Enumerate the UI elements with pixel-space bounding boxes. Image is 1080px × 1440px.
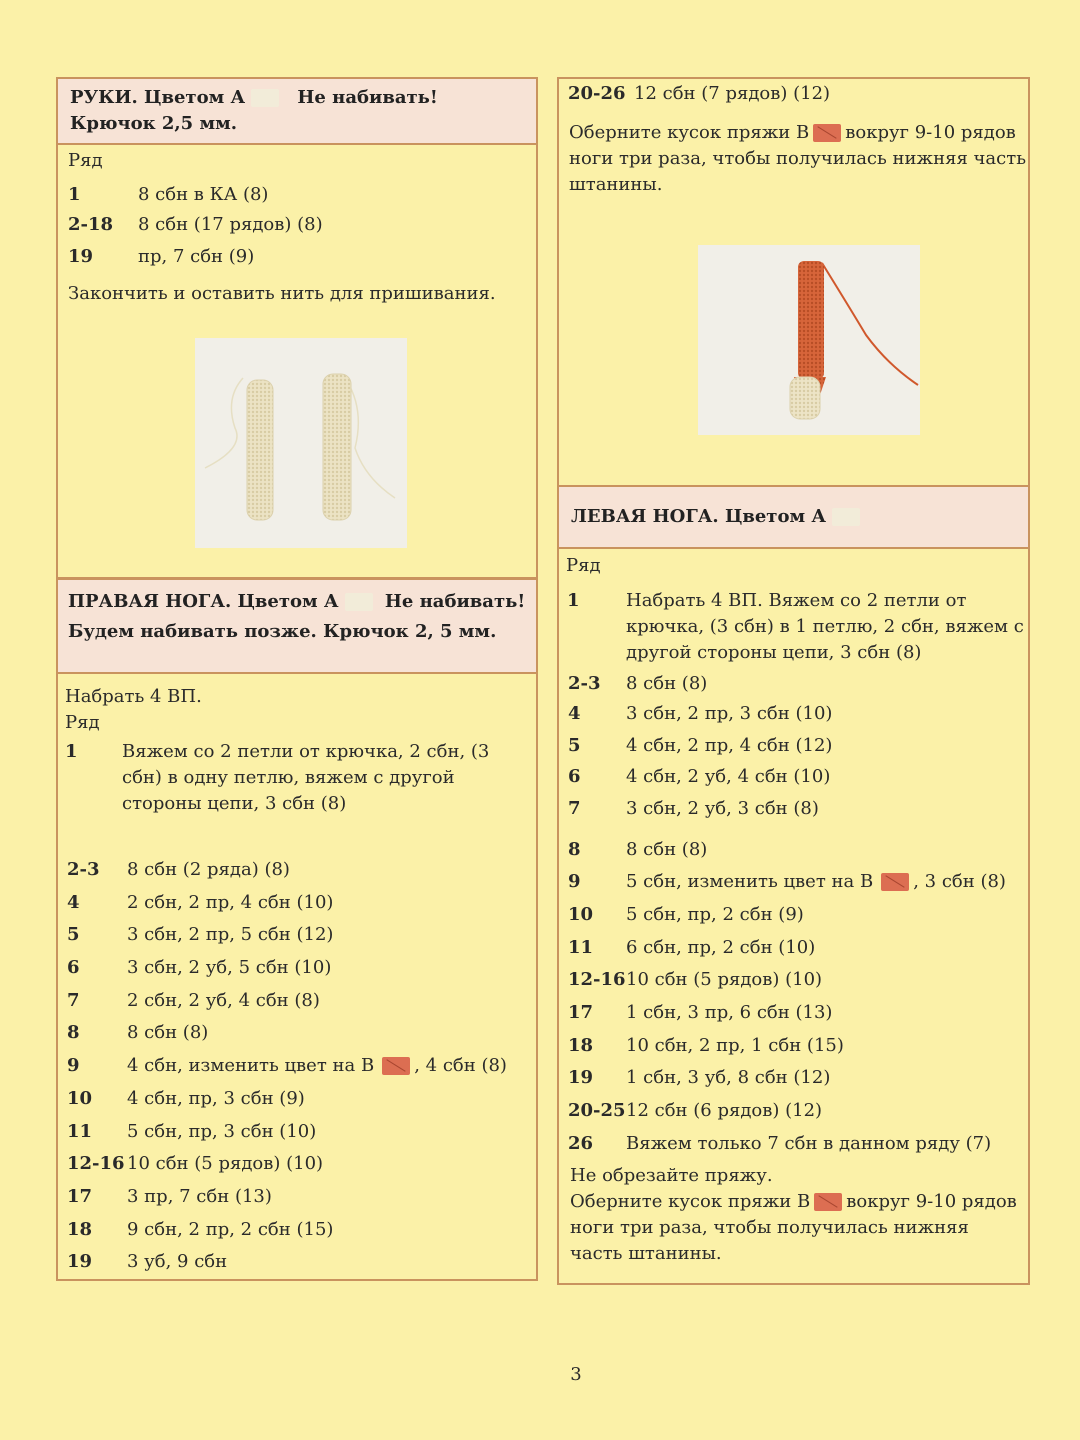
left-leg-wrap-line1	[570, 1189, 1017, 1215]
right-cont-wrap-line1	[569, 120, 1016, 146]
row-number: 2-3	[568, 673, 601, 694]
left-leg-row1-line1: Набрать 4 ВП. Вяжем со 2 петли от	[626, 590, 967, 611]
row-number: 19	[67, 1251, 93, 1272]
row-instruction: пр, 7 сбн (9)	[138, 246, 255, 267]
row-instruction: 10 сбн, 2 пр, 1 сбн (15)	[626, 1035, 844, 1056]
row-number: 9	[67, 1055, 80, 1076]
color-a-swatch	[832, 508, 860, 526]
arms-header	[56, 77, 538, 145]
right-leg-row1-line3: стороны цепи, 3 сбн (8)	[122, 793, 347, 814]
row-number: 17	[67, 1186, 93, 1207]
right-leg-row-label: Ряд	[65, 712, 100, 733]
row-instruction: 9 сбн, 2 пр, 2 сбн (15)	[127, 1219, 334, 1240]
page-number: 3	[570, 1364, 582, 1385]
row-instruction: 5 сбн, пр, 3 сбн (10)	[127, 1121, 317, 1142]
row-number: 19	[68, 246, 94, 267]
row-number: 2-3	[67, 859, 100, 880]
row-number: 8	[568, 839, 581, 860]
row-number: 4	[67, 892, 80, 913]
left-leg-wrap-line2: ноги три раза, чтобы получилась нижняя	[570, 1217, 969, 1238]
right-cont-wrap-1a: Оберните кусок пряжи В	[569, 122, 810, 143]
row-number: 7	[67, 990, 80, 1011]
right-leg-title: ПРАВАЯ НОГА. Цветом А	[68, 591, 339, 612]
arms-hook: Крючок 2,5 мм.	[70, 113, 237, 134]
row-instruction: 8 сбн (8)	[127, 1022, 209, 1043]
row-instruction: 3 сбн, 2 уб, 5 сбн (10)	[127, 957, 332, 978]
right-cont-wrap-line3: штанины.	[569, 174, 663, 195]
row-number: 2-18	[68, 214, 114, 235]
row-instruction: 1 сбн, 3 пр, 6 сбн (13)	[626, 1002, 833, 1023]
right-cont-row-text: 12 сбн (7 рядов) (12)	[634, 83, 831, 104]
right-leg-header	[56, 578, 538, 674]
row-instruction: 1 сбн, 3 уб, 8 сбн (12)	[626, 1067, 831, 1088]
color-b-swatch	[881, 873, 909, 891]
row-instruction: 10 сбн (5 рядов) (10)	[127, 1153, 324, 1174]
row-instruction: 8 сбн в КА (8)	[138, 184, 269, 205]
left-leg-row1-line2: крючка, (3 сбн) в 1 петлю, 2 сбн, вяжем с	[626, 616, 1024, 637]
color-b-swatch	[382, 1057, 410, 1075]
row-number: 6	[67, 957, 80, 978]
row-instruction: 3 сбн, 2 пр, 5 сбн (12)	[127, 924, 334, 945]
right-leg-row1-line1: Вяжем со 2 петли от крючка, 2 сбн, (3	[122, 741, 490, 762]
row-number: 10	[67, 1088, 93, 1109]
row-instruction: 8 сбн (8)	[626, 839, 708, 860]
row-number: 7	[568, 798, 581, 819]
row-instruction: 3 уб, 9 сбн	[127, 1251, 228, 1272]
left-leg-row1-line3: другой стороны цепи, 3 сбн (8)	[626, 642, 922, 663]
row-number: 18	[67, 1219, 93, 1240]
row-instruction: 3 сбн, 2 уб, 3 сбн (8)	[626, 798, 819, 819]
row-instruction: 4 сбн, 2 уб, 4 сбн (10)	[626, 766, 831, 787]
arms-note: Не набивать!	[297, 87, 438, 108]
color-b-swatch	[814, 1193, 842, 1211]
left-leg-row-label: Ряд	[566, 555, 601, 576]
left-leg-row1-num: 1	[567, 590, 580, 611]
arms-title: РУКИ. Цветом А	[70, 87, 246, 108]
row-instruction: 3 пр, 7 сбн (13)	[127, 1186, 272, 1207]
row-instruction: 12 сбн (6 рядов) (12)	[626, 1100, 823, 1121]
row-instruction: 8 сбн (8)	[626, 673, 708, 694]
row-number: 5	[568, 735, 581, 756]
row-instruction-part1: 5 сбн, изменить цвет на В	[626, 871, 874, 892]
row-instruction: Вяжем только 7 сбн в данном ряду (7)	[626, 1133, 992, 1154]
row-number: 19	[568, 1067, 594, 1088]
row-instruction-part2: , 4 сбн (8)	[414, 1055, 507, 1076]
color-b-swatch	[813, 124, 841, 142]
left-leg-wrap-1a: Оберните кусок пряжи В	[570, 1191, 811, 1212]
row-number: 8	[67, 1022, 80, 1043]
row-number: 12-16	[67, 1153, 125, 1174]
row-number: 20-25	[568, 1100, 626, 1121]
row-instruction: 10 сбн (5 рядов) (10)	[626, 969, 823, 990]
row-instruction: 2 сбн, 2 пр, 4 сбн (10)	[127, 892, 334, 913]
right-cont-row-num: 20-26	[568, 83, 626, 104]
leg-photo	[698, 245, 920, 435]
row-number: 11	[67, 1121, 93, 1142]
right-leg-note: Не набивать!	[384, 591, 526, 612]
right-leg-row1-line2: сбн) в одну петлю, вяжем с другой	[122, 767, 455, 788]
left-leg-wrap-1b: вокруг 9-10 рядов	[846, 1191, 1017, 1212]
row-number: 26	[568, 1133, 594, 1154]
right-cont-wrap-1b: вокруг 9-10 рядов	[845, 122, 1016, 143]
row-instruction: 6 сбн, пр, 2 сбн (10)	[626, 937, 816, 958]
left-leg-title: ЛЕВАЯ НОГА. Цветом А	[571, 506, 827, 527]
row-instruction: 3 сбн, 2 пр, 3 сбн (10)	[626, 703, 833, 724]
row-instruction: 4 сбн, 2 пр, 4 сбн (12)	[626, 735, 833, 756]
row-instruction: 2 сбн, 2 уб, 4 сбн (8)	[127, 990, 320, 1011]
right-leg-row1-num: 1	[65, 741, 78, 762]
row-number: 9	[568, 871, 581, 892]
row-number: 12-16	[568, 969, 626, 990]
arms-finish: Закончить и оставить нить для пришивания.	[68, 283, 496, 304]
row-instruction-part2: , 3 сбн (8)	[913, 871, 1006, 892]
row-number: 4	[568, 703, 581, 724]
left-leg-wrap-line3: часть штанины.	[570, 1243, 722, 1264]
color-a-swatch	[251, 89, 279, 107]
arms-photo	[195, 338, 407, 548]
row-instruction: 8 сбн (2 ряда) (8)	[127, 859, 290, 880]
row-number: 10	[568, 904, 594, 925]
right-cont-wrap-line2: ноги три раза, чтобы получилась нижняя часть	[569, 148, 1026, 169]
row-number: 5	[67, 924, 80, 945]
left-leg-cut-note: Не обрезайте пряжу.	[570, 1165, 773, 1186]
arms-row-label: Ряд	[68, 150, 103, 171]
row-number: 6	[568, 766, 581, 787]
right-leg-line2: Будем набивать позже. Крючок 2, 5 мм.	[68, 621, 497, 642]
right-leg-start: Набрать 4 ВП.	[65, 686, 202, 707]
row-instruction	[127, 1053, 507, 1079]
row-instruction-part1: 4 сбн, изменить цвет на В	[127, 1055, 375, 1076]
color-a-swatch	[345, 593, 373, 611]
row-instruction: 8 сбн (17 рядов) (8)	[138, 214, 323, 235]
row-number: 17	[568, 1002, 594, 1023]
row-number: 1	[68, 184, 81, 205]
row-number: 18	[568, 1035, 594, 1056]
row-instruction: 5 сбн, пр, 2 сбн (9)	[626, 904, 804, 925]
row-instruction	[626, 869, 1006, 895]
left-leg-header	[557, 485, 1030, 549]
row-instruction: 4 сбн, пр, 3 сбн (9)	[127, 1088, 305, 1109]
row-number: 11	[568, 937, 594, 958]
